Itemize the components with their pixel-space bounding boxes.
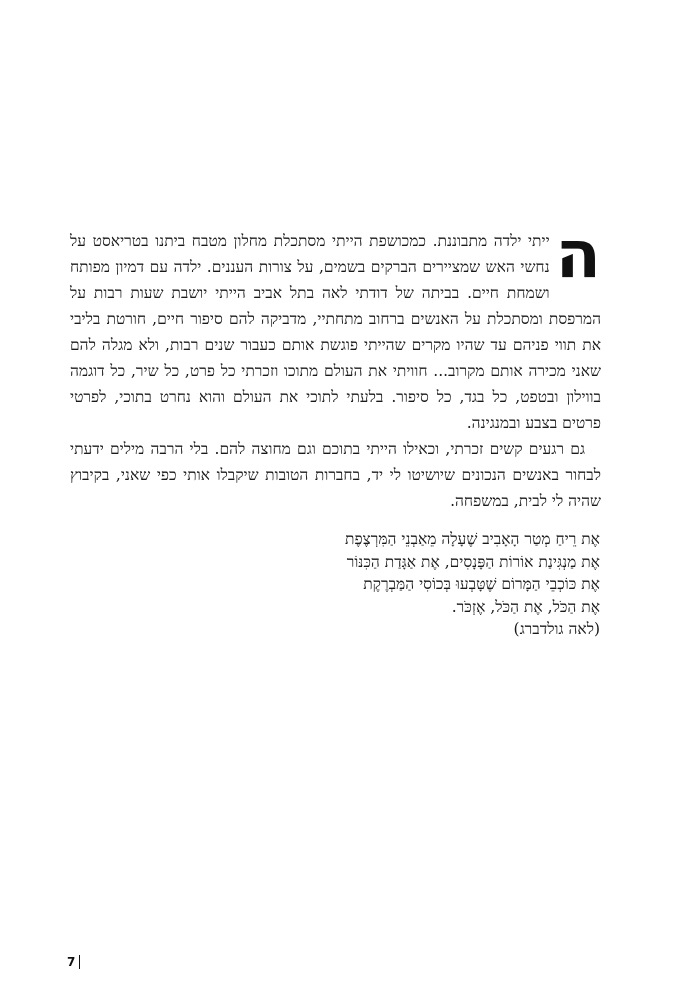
- page-number-footer: [67, 955, 80, 969]
- poem-line: אֶת מַנְגִּינַת אוֹרוֹת הַפָּנָסִים, אֶת אַגָּדַת הַכִּנּוֹר: [346, 552, 600, 571]
- poem-attribution: (לאה גולדברג): [513, 620, 600, 638]
- poem-line: אֶת הַכֹּל, אֶת הַכֹּל, אֶזְכֹּר.: [451, 597, 600, 616]
- poem-line: אֶת כּוֹכְבֵי הַמָּרוֹם שֶׁטָּבְעוּ בְּכוֹסִי הַמַּבְרֶקֶת: [363, 575, 600, 593]
- drop-cap: ה: [555, 216, 601, 293]
- article-body: [70, 216, 601, 514]
- paragraph-1: [70, 216, 601, 436]
- paragraph-2: גם רגעים קשים זכרתי, וכאילו הייתי בתוכם וגם מחוצה להם. בלי הרבה מילים ידעתי לבחור באנשים הנכונים שיושיטו לי יד, בחברות הטובות שיקבלו אותי כפי שאני, בקיבוץ שהיה לי לבית, במשפחה.: [70, 440, 601, 510]
- page-number-divider: [79, 955, 80, 969]
- paragraph-1-text: ייתי ילדה מתבוננת. כמכושפת הייתי מסתכלת מחלון מטבח ביתנו בטריאסט על נחשי האש שמציירים הברקים בשמים, על צורות העננים. ילדה עם דמיון מפותח ושמחת חיים. בביתה של דודתי לאה בתל אביב הייתי יושבת שעות רבות על המרפסת ומסתכלת על האנשים ברחוב מתחתיי, מדביקה להם סיפור חיים, חורטת בליבי את תווי פניהם עד שהיו מקרים שהייתי פוגשת אותם כעבור שנים רבות, ולא מגלה להם שאני מכירה אותם מקרוב... חוויתי את העולם מתוכו וזכרתי כל פרט, כל שיר, כל דוגמה בווילון ובטפט, כל בגד, כל סיפור. בלעתי לתוכי את העולם והוא נחרט בתוכי, לפרטי פרטים בצבע ובמנגינה.: [70, 232, 601, 432]
- page-number: 7: [67, 955, 76, 969]
- poem-quote: [270, 528, 600, 641]
- poem-line: אֶת רֵיחַ מְטַר הָאָבִיב שֶׁעָלָה מֵאַבְנֵי הַמִּרְצֶפֶת: [345, 530, 600, 548]
